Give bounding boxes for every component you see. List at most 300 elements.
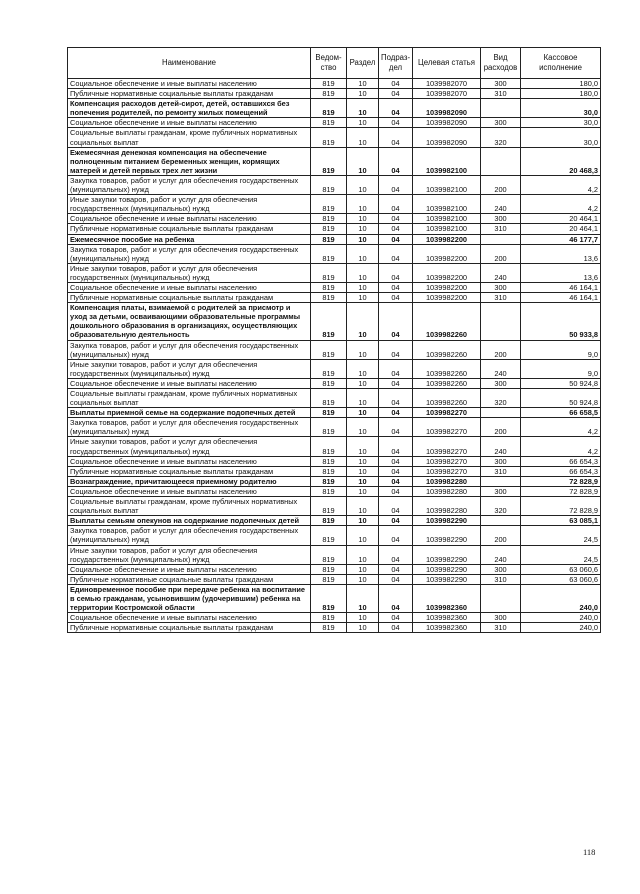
row-dept-cell: 819 [311, 526, 347, 545]
row-subsection-cell: 04 [379, 303, 413, 340]
row-section-cell: 10 [347, 224, 379, 234]
row-kind-cell [481, 516, 521, 526]
row-dept-cell: 819 [311, 99, 347, 118]
row-kind-cell: 320 [481, 128, 521, 147]
row-subsection-cell: 04 [379, 195, 413, 214]
row-subsection-cell: 04 [379, 378, 413, 388]
row-amount-cell: 24,5 [521, 526, 601, 545]
row-name-cell: Социальное обеспечение и иные выплаты населению [68, 564, 311, 574]
row-subsection-cell: 04 [379, 574, 413, 584]
row-section-cell: 10 [347, 466, 379, 476]
row-article-cell: 1039982270 [413, 408, 481, 418]
row-section-cell: 10 [347, 476, 379, 486]
table-row [68, 378, 601, 388]
row-amount-cell: 46 177,7 [521, 234, 601, 244]
header-kind: Вид расходов [481, 48, 521, 79]
row-article-cell: 1039982260 [413, 303, 481, 340]
row-article-cell: 1039982200 [413, 244, 481, 263]
row-dept-cell: 819 [311, 456, 347, 466]
row-name-cell: Закупка товаров, работ и услуг для обеспечения государственных (муниципальных) нужд [68, 418, 311, 437]
row-kind-cell: 310 [481, 293, 521, 303]
row-section-cell: 10 [347, 418, 379, 437]
row-section-cell: 10 [347, 437, 379, 456]
row-kind-cell: 320 [481, 389, 521, 408]
row-kind-cell: 310 [481, 466, 521, 476]
row-name-cell: Публичные нормативные социальные выплаты гражданам [68, 224, 311, 234]
row-dept-cell: 819 [311, 476, 347, 486]
row-subsection-cell: 04 [379, 564, 413, 574]
row-name-cell: Выплаты семьям опекунов на содержание подопечных детей [68, 516, 311, 526]
row-amount-cell: 50 924,8 [521, 378, 601, 388]
row-dept-cell: 819 [311, 564, 347, 574]
row-dept-cell: 819 [311, 244, 347, 263]
row-amount-cell: 30,0 [521, 99, 601, 118]
row-name-cell: Вознаграждение, причитающееся приемному родителю [68, 476, 311, 486]
row-amount-cell: 13,6 [521, 244, 601, 263]
row-kind-cell [481, 476, 521, 486]
row-name-cell: Публичные нормативные социальные выплаты гражданам [68, 293, 311, 303]
row-subsection-cell: 04 [379, 118, 413, 128]
row-subsection-cell: 04 [379, 79, 413, 89]
row-section-cell: 10 [347, 526, 379, 545]
row-subsection-cell: 04 [379, 623, 413, 633]
table-row-total [68, 234, 601, 244]
row-article-cell: 1039982270 [413, 456, 481, 466]
table-row [68, 79, 601, 89]
row-subsection-cell: 04 [379, 234, 413, 244]
row-section-cell: 10 [347, 118, 379, 128]
table-row [68, 89, 601, 99]
header-article: Целевая статья [413, 48, 481, 79]
row-name-cell: Социальные выплаты гражданам, кроме публичных нормативных социальных выплат [68, 389, 311, 408]
row-kind-cell: 240 [481, 545, 521, 564]
row-name-cell: Социальное обеспечение и иные выплаты населению [68, 214, 311, 224]
row-name-cell: Иные закупки товаров, работ и услуг для обеспечения государственных (муниципальных) нужд [68, 437, 311, 456]
row-amount-cell: 72 828,9 [521, 486, 601, 496]
row-article-cell: 1039982100 [413, 147, 481, 175]
row-section-cell: 10 [347, 408, 379, 418]
row-article-cell: 1039982280 [413, 476, 481, 486]
row-section-cell: 10 [347, 128, 379, 147]
row-kind-cell: 240 [481, 263, 521, 282]
row-section-cell: 10 [347, 175, 379, 194]
row-dept-cell: 819 [311, 79, 347, 89]
row-article-cell: 1039982200 [413, 263, 481, 282]
row-subsection-cell: 04 [379, 340, 413, 359]
row-name-cell: Закупка товаров, работ и услуг для обеспечения государственных (муниципальных) нужд [68, 526, 311, 545]
row-kind-cell: 240 [481, 359, 521, 378]
row-dept-cell: 819 [311, 224, 347, 234]
row-kind-cell [481, 234, 521, 244]
row-subsection-cell: 04 [379, 263, 413, 282]
row-kind-cell: 300 [481, 613, 521, 623]
row-dept-cell: 819 [311, 293, 347, 303]
row-subsection-cell: 04 [379, 214, 413, 224]
row-subsection-cell: 04 [379, 282, 413, 292]
row-subsection-cell: 04 [379, 497, 413, 516]
row-dept-cell: 819 [311, 584, 347, 612]
row-name-cell: Иные закупки товаров, работ и услуг для обеспечения государственных (муниципальных) нужд [68, 195, 311, 214]
row-dept-cell: 819 [311, 118, 347, 128]
row-kind-cell: 200 [481, 418, 521, 437]
row-section-cell: 10 [347, 456, 379, 466]
table-row [68, 175, 601, 194]
row-article-cell: 1039982260 [413, 389, 481, 408]
row-amount-cell: 4,2 [521, 437, 601, 456]
table-row [68, 389, 601, 408]
row-dept-cell: 819 [311, 128, 347, 147]
table-header-row [68, 48, 601, 79]
row-name-cell: Ежемесячное пособие на ребенка [68, 234, 311, 244]
row-amount-cell: 72 828,9 [521, 497, 601, 516]
row-section-cell: 10 [347, 584, 379, 612]
row-name-cell: Социальные выплаты гражданам, кроме публичных нормативных социальных выплат [68, 128, 311, 147]
row-dept-cell: 819 [311, 282, 347, 292]
table-row [68, 613, 601, 623]
row-section-cell: 10 [347, 147, 379, 175]
row-article-cell: 1039982100 [413, 195, 481, 214]
row-kind-cell: 200 [481, 340, 521, 359]
row-name-cell: Ежемесячная денежная компенсация на обеспечение полноценным питанием беременных женщин, кормящих матерей и детей первых трех лет жизни [68, 147, 311, 175]
row-kind-cell: 300 [481, 564, 521, 574]
row-section-cell: 10 [347, 263, 379, 282]
table-row [68, 574, 601, 584]
row-article-cell: 1039982290 [413, 564, 481, 574]
row-article-cell: 1039982280 [413, 486, 481, 496]
row-amount-cell: 240,0 [521, 623, 601, 633]
row-name-cell: Закупка товаров, работ и услуг для обеспечения государственных (муниципальных) нужд [68, 175, 311, 194]
row-kind-cell [481, 99, 521, 118]
row-amount-cell: 20 464,1 [521, 214, 601, 224]
row-dept-cell: 819 [311, 89, 347, 99]
row-kind-cell: 300 [481, 214, 521, 224]
row-section-cell: 10 [347, 497, 379, 516]
row-amount-cell: 63 060,6 [521, 574, 601, 584]
header-amount: Кассовое исполнение [521, 48, 601, 79]
table-row [68, 456, 601, 466]
row-kind-cell: 240 [481, 437, 521, 456]
row-section-cell: 10 [347, 389, 379, 408]
table-row [68, 359, 601, 378]
row-dept-cell: 819 [311, 175, 347, 194]
table-row [68, 623, 601, 633]
row-section-cell: 10 [347, 574, 379, 584]
row-dept-cell: 819 [311, 437, 347, 456]
row-section-cell: 10 [347, 623, 379, 633]
table-row-total [68, 303, 601, 340]
row-name-cell: Иные закупки товаров, работ и услуг для обеспечения государственных (муниципальных) нужд [68, 263, 311, 282]
row-subsection-cell: 04 [379, 584, 413, 612]
row-section-cell: 10 [347, 516, 379, 526]
row-name-cell: Социальное обеспечение и иные выплаты населению [68, 613, 311, 623]
row-name-cell: Социальное обеспечение и иные выплаты населению [68, 486, 311, 496]
row-amount-cell: 50 933,8 [521, 303, 601, 340]
row-section-cell: 10 [347, 545, 379, 564]
row-kind-cell [481, 147, 521, 175]
row-name-cell: Публичные нормативные социальные выплаты гражданам [68, 89, 311, 99]
row-kind-cell: 310 [481, 224, 521, 234]
row-dept-cell: 819 [311, 147, 347, 175]
row-dept-cell: 819 [311, 486, 347, 496]
row-subsection-cell: 04 [379, 293, 413, 303]
row-subsection-cell: 04 [379, 175, 413, 194]
row-article-cell: 1039982270 [413, 437, 481, 456]
row-section-cell: 10 [347, 303, 379, 340]
row-amount-cell: 50 924,8 [521, 389, 601, 408]
row-name-cell: Компенсация расходов детей-сирот, детей, оставшихся без попечения родителей, по ремонту жилых помещений [68, 99, 311, 118]
row-article-cell: 1039982270 [413, 466, 481, 476]
row-kind-cell: 240 [481, 195, 521, 214]
table-row [68, 486, 601, 496]
row-section-cell: 10 [347, 79, 379, 89]
row-subsection-cell: 04 [379, 516, 413, 526]
budget-execution-table [67, 47, 601, 633]
row-dept-cell: 819 [311, 359, 347, 378]
row-article-cell: 1039982200 [413, 234, 481, 244]
row-name-cell: Публичные нормативные социальные выплаты гражданам [68, 466, 311, 476]
row-section-cell: 10 [347, 564, 379, 574]
table-row-total [68, 476, 601, 486]
row-article-cell: 1039982200 [413, 293, 481, 303]
row-amount-cell: 9,0 [521, 340, 601, 359]
row-dept-cell: 819 [311, 214, 347, 224]
row-dept-cell: 819 [311, 389, 347, 408]
row-amount-cell: 66 654,3 [521, 456, 601, 466]
row-amount-cell: 180,0 [521, 79, 601, 89]
row-name-cell: Закупка товаров, работ и услуг для обеспечения государственных (муниципальных) нужд [68, 340, 311, 359]
row-subsection-cell: 04 [379, 437, 413, 456]
row-subsection-cell: 04 [379, 244, 413, 263]
row-name-cell: Иные закупки товаров, работ и услуг для обеспечения государственных (муниципальных) нужд [68, 359, 311, 378]
header-dept: Ведом-ство [311, 48, 347, 79]
row-name-cell: Иные закупки товаров, работ и услуг для обеспечения государственных (муниципальных) нужд [68, 545, 311, 564]
row-amount-cell: 9,0 [521, 359, 601, 378]
table-row [68, 526, 601, 545]
row-name-cell: Социальное обеспечение и иные выплаты населению [68, 118, 311, 128]
table-row [68, 263, 601, 282]
row-section-cell: 10 [347, 486, 379, 496]
row-section-cell: 10 [347, 282, 379, 292]
row-dept-cell: 819 [311, 613, 347, 623]
row-name-cell: Единовременное пособие при передаче ребенка на воспитание в семью гражданам, усыновившим (удочерившим) ребенка на территории Костромской области [68, 584, 311, 612]
header-section: Раздел [347, 48, 379, 79]
row-kind-cell: 300 [481, 118, 521, 128]
table-body [68, 79, 601, 633]
table-row-total [68, 147, 601, 175]
row-kind-cell: 300 [481, 486, 521, 496]
row-amount-cell: 20 464,1 [521, 224, 601, 234]
table-row [68, 128, 601, 147]
row-subsection-cell: 04 [379, 613, 413, 623]
table-row [68, 497, 601, 516]
row-kind-cell: 310 [481, 623, 521, 633]
row-kind-cell: 300 [481, 456, 521, 466]
row-name-cell: Публичные нормативные социальные выплаты гражданам [68, 623, 311, 633]
row-kind-cell: 310 [481, 574, 521, 584]
row-section-cell: 10 [347, 378, 379, 388]
row-article-cell: 1039982090 [413, 128, 481, 147]
row-article-cell: 1039982360 [413, 623, 481, 633]
row-article-cell: 1039982290 [413, 526, 481, 545]
row-subsection-cell: 04 [379, 359, 413, 378]
row-amount-cell: 63 060,6 [521, 564, 601, 574]
row-section-cell: 10 [347, 195, 379, 214]
row-section-cell: 10 [347, 89, 379, 99]
row-article-cell: 1039982100 [413, 214, 481, 224]
row-section-cell: 10 [347, 99, 379, 118]
table-row [68, 282, 601, 292]
row-amount-cell: 13,6 [521, 263, 601, 282]
row-dept-cell: 819 [311, 303, 347, 340]
row-kind-cell: 300 [481, 79, 521, 89]
table-row [68, 340, 601, 359]
row-subsection-cell: 04 [379, 486, 413, 496]
row-name-cell: Выплаты приемной семье на содержание подопечных детей [68, 408, 311, 418]
row-section-cell: 10 [347, 293, 379, 303]
row-amount-cell: 240,0 [521, 613, 601, 623]
row-subsection-cell: 04 [379, 147, 413, 175]
table-row [68, 224, 601, 234]
table-row [68, 118, 601, 128]
row-kind-cell [481, 408, 521, 418]
row-dept-cell: 819 [311, 466, 347, 476]
row-amount-cell: 180,0 [521, 89, 601, 99]
row-article-cell: 1039982100 [413, 224, 481, 234]
row-subsection-cell: 04 [379, 418, 413, 437]
row-kind-cell: 200 [481, 244, 521, 263]
row-dept-cell: 819 [311, 378, 347, 388]
row-dept-cell: 819 [311, 545, 347, 564]
row-article-cell: 1039982070 [413, 79, 481, 89]
row-section-cell: 10 [347, 613, 379, 623]
row-kind-cell: 200 [481, 175, 521, 194]
table-row [68, 545, 601, 564]
row-article-cell: 1039982260 [413, 340, 481, 359]
row-amount-cell: 66 654,3 [521, 466, 601, 476]
row-article-cell: 1039982260 [413, 378, 481, 388]
row-subsection-cell: 04 [379, 456, 413, 466]
row-amount-cell: 66 658,5 [521, 408, 601, 418]
table-row [68, 293, 601, 303]
row-kind-cell [481, 584, 521, 612]
row-amount-cell: 20 468,3 [521, 147, 601, 175]
table-row-total [68, 99, 601, 118]
row-amount-cell: 30,0 [521, 118, 601, 128]
table-row [68, 214, 601, 224]
table-row [68, 418, 601, 437]
row-kind-cell: 200 [481, 526, 521, 545]
row-subsection-cell: 04 [379, 89, 413, 99]
table-row-total [68, 516, 601, 526]
table-row-total [68, 584, 601, 612]
row-article-cell: 1039982290 [413, 574, 481, 584]
row-amount-cell: 63 085,1 [521, 516, 601, 526]
row-article-cell: 1039982270 [413, 418, 481, 437]
table-row [68, 466, 601, 476]
row-article-cell: 1039982090 [413, 99, 481, 118]
table-row-total [68, 408, 601, 418]
row-dept-cell: 819 [311, 418, 347, 437]
table-row [68, 195, 601, 214]
row-amount-cell: 4,2 [521, 195, 601, 214]
row-article-cell: 1039982280 [413, 497, 481, 516]
row-subsection-cell: 04 [379, 99, 413, 118]
row-section-cell: 10 [347, 214, 379, 224]
row-name-cell: Социальное обеспечение и иные выплаты населению [68, 79, 311, 89]
row-amount-cell: 4,2 [521, 175, 601, 194]
row-dept-cell: 819 [311, 623, 347, 633]
row-section-cell: 10 [347, 359, 379, 378]
row-article-cell: 1039982070 [413, 89, 481, 99]
row-section-cell: 10 [347, 244, 379, 263]
row-name-cell: Закупка товаров, работ и услуг для обеспечения государственных (муниципальных) нужд [68, 244, 311, 263]
row-kind-cell: 300 [481, 378, 521, 388]
row-name-cell: Социальные выплаты гражданам, кроме публичных нормативных социальных выплат [68, 497, 311, 516]
table-row [68, 564, 601, 574]
row-amount-cell: 240,0 [521, 584, 601, 612]
row-name-cell: Социальное обеспечение и иные выплаты населению [68, 456, 311, 466]
page-number: 118 [583, 847, 596, 857]
row-section-cell: 10 [347, 340, 379, 359]
budget-table-container [67, 47, 600, 633]
row-article-cell: 1039982290 [413, 545, 481, 564]
row-article-cell: 1039982090 [413, 118, 481, 128]
row-name-cell: Социальное обеспечение и иные выплаты населению [68, 282, 311, 292]
row-dept-cell: 819 [311, 263, 347, 282]
row-article-cell: 1039982260 [413, 359, 481, 378]
row-dept-cell: 819 [311, 195, 347, 214]
row-article-cell: 1039982360 [413, 613, 481, 623]
row-dept-cell: 819 [311, 234, 347, 244]
row-dept-cell: 819 [311, 408, 347, 418]
header-name: Наименование [68, 48, 311, 79]
row-amount-cell: 72 828,9 [521, 476, 601, 486]
row-dept-cell: 819 [311, 497, 347, 516]
row-amount-cell: 46 164,1 [521, 293, 601, 303]
row-article-cell: 1039982100 [413, 175, 481, 194]
row-name-cell: Социальное обеспечение и иные выплаты населению [68, 378, 311, 388]
row-subsection-cell: 04 [379, 526, 413, 545]
row-kind-cell: 320 [481, 497, 521, 516]
table-row [68, 437, 601, 456]
row-kind-cell: 300 [481, 282, 521, 292]
row-subsection-cell: 04 [379, 408, 413, 418]
row-kind-cell: 310 [481, 89, 521, 99]
row-section-cell: 10 [347, 234, 379, 244]
row-subsection-cell: 04 [379, 389, 413, 408]
header-subsection: Подраз-дел [379, 48, 413, 79]
row-subsection-cell: 04 [379, 466, 413, 476]
row-dept-cell: 819 [311, 340, 347, 359]
row-subsection-cell: 04 [379, 545, 413, 564]
table-row [68, 244, 601, 263]
row-subsection-cell: 04 [379, 224, 413, 234]
row-subsection-cell: 04 [379, 128, 413, 147]
row-amount-cell: 30,0 [521, 128, 601, 147]
row-article-cell: 1039982200 [413, 282, 481, 292]
row-name-cell: Публичные нормативные социальные выплаты гражданам [68, 574, 311, 584]
row-subsection-cell: 04 [379, 476, 413, 486]
row-dept-cell: 819 [311, 574, 347, 584]
row-name-cell: Компенсация платы, взимаемой с родителей за присмотр и уход за детьми, осваивающими образовательные программы дошкольного образования в организациях, осуществляющих образовательную деятельность [68, 303, 311, 340]
row-dept-cell: 819 [311, 516, 347, 526]
row-article-cell: 1039982360 [413, 584, 481, 612]
row-kind-cell [481, 303, 521, 340]
row-amount-cell: 24,5 [521, 545, 601, 564]
row-amount-cell: 46 164,1 [521, 282, 601, 292]
row-article-cell: 1039982290 [413, 516, 481, 526]
row-amount-cell: 4,2 [521, 418, 601, 437]
